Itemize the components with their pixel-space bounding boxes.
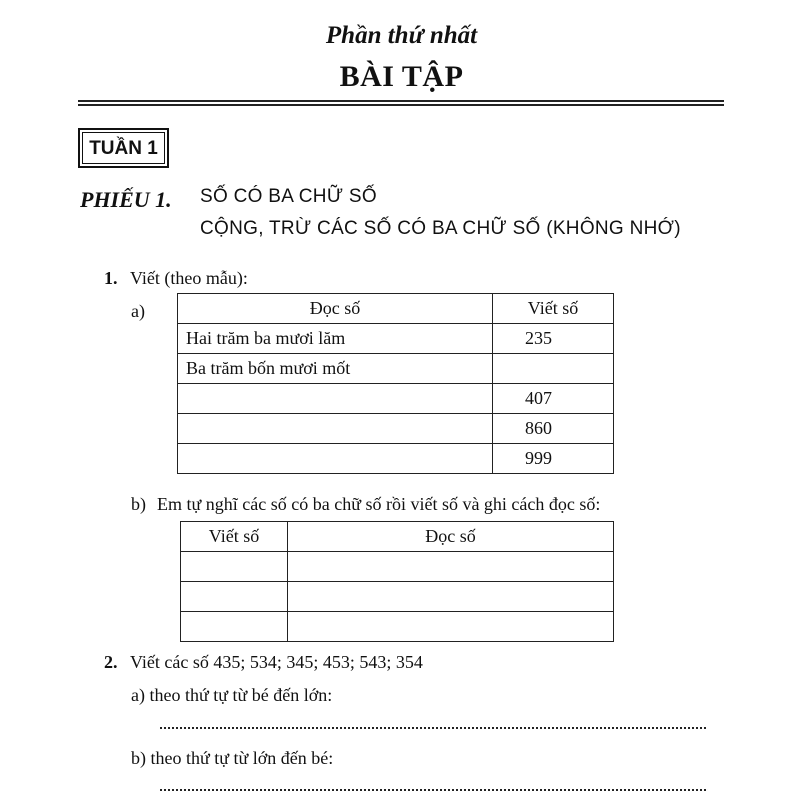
table-cell-write[interactable]: 235 xyxy=(493,324,614,354)
exercise2-number: 2. xyxy=(104,652,118,672)
table-cell-read[interactable] xyxy=(178,384,493,414)
exercise1a-table xyxy=(177,293,614,474)
table-row xyxy=(181,552,614,582)
sheet-label: PHIẾU 1. xyxy=(80,187,172,212)
table-row xyxy=(178,414,614,444)
table-cell-read[interactable]: Hai trăm ba mươi lăm xyxy=(178,324,493,354)
table-cell-read[interactable] xyxy=(288,612,614,642)
main-title: BÀI TẬP xyxy=(339,60,464,93)
table-row xyxy=(178,444,614,474)
exercise1b-table xyxy=(180,521,614,642)
exercise2a-label: a) theo thứ tự từ bé đến lớn: xyxy=(131,685,333,705)
table-cell-write[interactable] xyxy=(493,354,614,384)
table-row xyxy=(178,384,614,414)
exercise2b-label: b) theo thứ tự từ lớn đến bé: xyxy=(131,748,334,768)
answer-line-b[interactable] xyxy=(160,789,706,791)
table-cell-read[interactable]: Ba trăm bốn mươi mốt xyxy=(178,354,493,384)
table-cell-write[interactable] xyxy=(181,582,288,612)
table-header-cell: Đọc số xyxy=(178,294,493,324)
answer-line-a[interactable] xyxy=(160,727,706,729)
table-cell-read[interactable] xyxy=(178,444,493,474)
exercise1-number: 1. xyxy=(104,268,118,288)
table-header-cell: Viết số xyxy=(493,294,614,324)
table-row xyxy=(178,354,614,384)
exercise1-prompt: Viết (theo mẫu): xyxy=(130,268,248,288)
title-divider-top xyxy=(78,100,724,102)
table-cell-write[interactable]: 407 xyxy=(493,384,614,414)
part-title: Phần thứ nhất xyxy=(325,22,478,49)
table-cell-write[interactable] xyxy=(181,552,288,582)
exercise1b-prompt: Em tự nghĩ các số có ba chữ số rồi viết số và ghi cách đọc số: xyxy=(157,494,601,514)
table-cell-write[interactable] xyxy=(181,612,288,642)
table-cell-read[interactable] xyxy=(178,414,493,444)
table-header-row xyxy=(181,522,614,552)
table-cell-read[interactable] xyxy=(288,552,614,582)
exercise2-prompt: Viết các số 435; 534; 345; 453; 543; 354 xyxy=(130,652,423,672)
exercise1a-label: a) xyxy=(131,301,145,321)
table-row xyxy=(181,582,614,612)
table-header-cell: Viết số xyxy=(181,522,288,552)
table-header-cell: Đọc số xyxy=(288,522,614,552)
table-row xyxy=(181,612,614,642)
table-cell-write[interactable]: 860 xyxy=(493,414,614,444)
table-cell-read[interactable] xyxy=(288,582,614,612)
week-label: TUẦN 1 xyxy=(82,132,165,164)
exercise1b-label: b) xyxy=(131,494,146,514)
table-header-row xyxy=(178,294,614,324)
sheet-title-line1: SỐ CÓ BA CHỮ SỐ xyxy=(200,186,377,207)
sheet-title-line2: CỘNG, TRỪ CÁC SỐ CÓ BA CHỮ SỐ (KHÔNG NHỚ) xyxy=(200,218,681,239)
table-cell-write[interactable]: 999 xyxy=(493,444,614,474)
table-row xyxy=(178,324,614,354)
title-divider-bottom xyxy=(78,104,724,106)
